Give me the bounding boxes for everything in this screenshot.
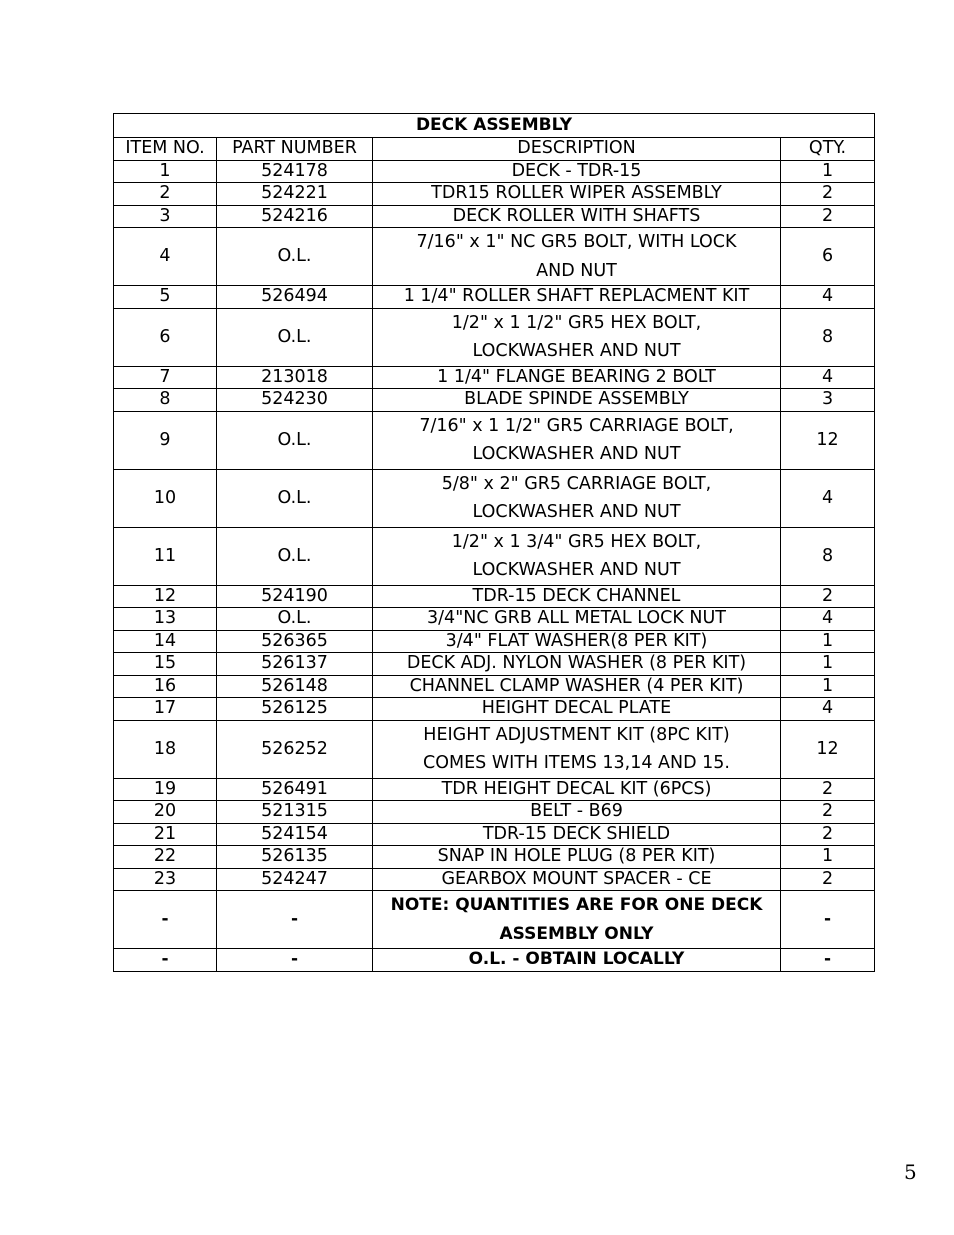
qty-cell: 2 <box>781 205 875 228</box>
description-cell <box>373 891 781 949</box>
item-no-cell: 13 <box>114 608 217 631</box>
description-cell <box>373 205 781 228</box>
description-line: DECK ADJ. NYLON WASHER (8 PER KIT) <box>406 653 747 674</box>
description-line: 5/8" x 2" GR5 CARRIAGE BOLT, <box>441 473 712 494</box>
table-row <box>114 778 875 801</box>
table-row <box>114 389 875 412</box>
description-cell <box>373 228 781 286</box>
description-cell <box>373 698 781 721</box>
description-line: COMES WITH ITEMS 13,14 AND 15. <box>423 753 730 773</box>
item-no-cell: 14 <box>114 630 217 653</box>
description-cell <box>373 778 781 801</box>
header-qty: QTY. <box>781 138 875 161</box>
qty-cell: 4 <box>781 608 875 631</box>
description-line: HEIGHT DECAL PLATE <box>481 698 672 719</box>
part-number-cell: - <box>217 949 373 972</box>
description-line: LOCKWASHER AND NUT <box>472 341 681 361</box>
description-cell <box>373 801 781 824</box>
table-row <box>114 160 875 183</box>
part-number-cell: 526137 <box>217 653 373 676</box>
item-no-cell: 4 <box>114 228 217 286</box>
item-no-cell: 2 <box>114 183 217 206</box>
header-part-number: PART NUMBER <box>217 138 373 161</box>
part-number-cell: 524190 <box>217 585 373 608</box>
description-line: AND NUT <box>536 260 617 281</box>
table-row <box>114 949 875 972</box>
item-no-cell: 15 <box>114 653 217 676</box>
description-line: TDR HEIGHT DECAL KIT (6PCS) <box>441 778 712 799</box>
table-row <box>114 698 875 721</box>
qty-cell: 12 <box>781 720 875 778</box>
table-title: DECK ASSEMBLY <box>114 114 875 138</box>
qty-cell: 12 <box>781 411 875 469</box>
part-number-cell: 524178 <box>217 160 373 183</box>
description-cell <box>373 308 781 366</box>
qty-cell: 4 <box>781 698 875 721</box>
qty-cell: 8 <box>781 527 875 585</box>
qty-cell: 1 <box>781 846 875 869</box>
qty-cell: 1 <box>781 675 875 698</box>
description-cell <box>373 868 781 891</box>
table-row <box>114 653 875 676</box>
table-row <box>114 411 875 469</box>
part-number-cell: 524247 <box>217 868 373 891</box>
item-no-cell: 21 <box>114 823 217 846</box>
qty-cell: 4 <box>781 286 875 309</box>
description-line: LOCKWASHER AND NUT <box>472 444 681 464</box>
description-line: DECK - TDR-15 <box>511 160 642 181</box>
qty-cell: 2 <box>781 801 875 824</box>
item-no-cell: 23 <box>114 868 217 891</box>
part-number-cell: 526135 <box>217 846 373 869</box>
table-row <box>114 608 875 631</box>
item-no-cell: 16 <box>114 675 217 698</box>
description-line: 1/2" x 1 1/2" GR5 HEX BOLT, <box>451 312 702 333</box>
description-line: SNAP IN HOLE PLUG (8 PER KIT) <box>437 846 716 867</box>
qty-cell: 1 <box>781 160 875 183</box>
part-number-cell: O.L. <box>217 527 373 585</box>
description-line: BLADE SPINDE ASSEMBLY <box>464 389 689 410</box>
table-row <box>114 585 875 608</box>
table-row <box>114 675 875 698</box>
table-row <box>114 183 875 206</box>
description-cell <box>373 653 781 676</box>
item-no-cell: 18 <box>114 720 217 778</box>
part-number-cell: 521315 <box>217 801 373 824</box>
description-cell <box>373 469 781 527</box>
table-row <box>114 308 875 366</box>
table-row <box>114 801 875 824</box>
description-line: TDR-15 DECK SHIELD <box>482 823 671 844</box>
description-cell <box>373 411 781 469</box>
item-no-cell: 22 <box>114 846 217 869</box>
description-cell <box>373 720 781 778</box>
header-description: DESCRIPTION <box>373 138 781 161</box>
part-number-cell: - <box>217 891 373 949</box>
qty-cell: - <box>781 891 875 949</box>
item-no-cell: 8 <box>114 389 217 412</box>
qty-cell: 2 <box>781 585 875 608</box>
description-cell <box>373 823 781 846</box>
part-number-cell: O.L. <box>217 608 373 631</box>
description-line: O.L. - OBTAIN LOCALLY <box>468 949 685 970</box>
description-cell <box>373 160 781 183</box>
qty-cell: 4 <box>781 469 875 527</box>
table-row <box>114 846 875 869</box>
qty-cell: 3 <box>781 389 875 412</box>
description-line: LOCKWASHER AND NUT <box>472 560 681 580</box>
table-body <box>114 114 875 972</box>
part-number-cell: 524216 <box>217 205 373 228</box>
description-line: HEIGHT ADJUSTMENT KIT (8PC KIT) <box>423 724 730 745</box>
description-line: 1 1/4" ROLLER SHAFT REPLACMENT KIT <box>403 286 750 307</box>
part-number-cell: 526494 <box>217 286 373 309</box>
description-line: GEARBOX MOUNT SPACER - CE <box>441 868 712 889</box>
table-row <box>114 527 875 585</box>
page-number: 5 <box>904 1160 917 1184</box>
item-no-cell: 10 <box>114 469 217 527</box>
part-number-cell: O.L. <box>217 469 373 527</box>
table-row <box>114 205 875 228</box>
part-number-cell: 526491 <box>217 778 373 801</box>
description-line: 3/4"NC GRB ALL METAL LOCK NUT <box>427 608 726 629</box>
item-no-cell: 1 <box>114 160 217 183</box>
qty-cell: 2 <box>781 868 875 891</box>
description-line: 7/16" x 1" NC GR5 BOLT, WITH LOCK <box>416 232 737 252</box>
part-number-cell: 526125 <box>217 698 373 721</box>
description-line: 1/2" x 1 3/4" GR5 HEX BOLT, <box>451 531 702 552</box>
description-cell <box>373 183 781 206</box>
description-cell <box>373 630 781 653</box>
table-row <box>114 630 875 653</box>
table-row <box>114 720 875 778</box>
item-no-cell: 20 <box>114 801 217 824</box>
table-header-row <box>114 138 875 161</box>
description-line: LOCKWASHER AND NUT <box>472 502 681 522</box>
part-number-cell: O.L. <box>217 411 373 469</box>
description-line: 7/16" x 1 1/2" GR5 CARRIAGE BOLT, <box>419 415 734 436</box>
item-no-cell: 3 <box>114 205 217 228</box>
qty-cell: 2 <box>781 823 875 846</box>
part-number-cell: 526365 <box>217 630 373 653</box>
description-cell <box>373 585 781 608</box>
qty-cell: - <box>781 949 875 972</box>
item-no-cell: 19 <box>114 778 217 801</box>
qty-cell: 1 <box>781 653 875 676</box>
description-cell <box>373 608 781 631</box>
description-line: CHANNEL CLAMP WASHER (4 PER KIT) <box>409 675 744 696</box>
header-item-no: ITEM NO. <box>114 138 217 161</box>
part-number-cell: O.L. <box>217 308 373 366</box>
description-cell <box>373 389 781 412</box>
part-number-cell: 526252 <box>217 720 373 778</box>
description-line: DECK ROLLER WITH SHAFTS <box>452 205 701 226</box>
table-row <box>114 366 875 389</box>
description-line: TDR15 ROLLER WIPER ASSEMBLY <box>431 183 722 204</box>
description-cell <box>373 527 781 585</box>
description-cell <box>373 949 781 972</box>
description-line: 3/4" FLAT WASHER(8 PER KIT) <box>445 630 708 651</box>
item-no-cell: 12 <box>114 585 217 608</box>
part-number-cell: 524221 <box>217 183 373 206</box>
part-number-cell: 524230 <box>217 389 373 412</box>
table-row <box>114 891 875 949</box>
description-line: NOTE: QUANTITIES ARE FOR ONE DECK <box>390 895 763 915</box>
item-no-cell: 9 <box>114 411 217 469</box>
item-no-cell: 7 <box>114 366 217 389</box>
qty-cell: 6 <box>781 228 875 286</box>
description-line: 1 1/4" FLANGE BEARING 2 BOLT <box>437 366 716 387</box>
part-number-cell: 524154 <box>217 823 373 846</box>
description-line: TDR-15 DECK CHANNEL <box>472 585 681 606</box>
table-row <box>114 868 875 891</box>
item-no-cell: 17 <box>114 698 217 721</box>
part-number-cell: 526148 <box>217 675 373 698</box>
table-row <box>114 823 875 846</box>
table-title-row <box>114 114 875 138</box>
item-no-cell: - <box>114 949 217 972</box>
deck-assembly-table <box>113 113 875 972</box>
part-number-cell: 213018 <box>217 366 373 389</box>
description-cell <box>373 846 781 869</box>
description-line: ASSEMBLY ONLY <box>499 923 654 944</box>
qty-cell: 8 <box>781 308 875 366</box>
description-cell <box>373 675 781 698</box>
description-line: BELT - B69 <box>530 801 623 822</box>
table-row <box>114 286 875 309</box>
item-no-cell: - <box>114 891 217 949</box>
item-no-cell: 6 <box>114 308 217 366</box>
qty-cell: 2 <box>781 778 875 801</box>
table-row <box>114 228 875 286</box>
part-number-cell: O.L. <box>217 228 373 286</box>
description-cell <box>373 366 781 389</box>
item-no-cell: 11 <box>114 527 217 585</box>
description-cell <box>373 286 781 309</box>
qty-cell: 4 <box>781 366 875 389</box>
item-no-cell: 5 <box>114 286 217 309</box>
qty-cell: 2 <box>781 183 875 206</box>
table-row <box>114 469 875 527</box>
qty-cell: 1 <box>781 630 875 653</box>
